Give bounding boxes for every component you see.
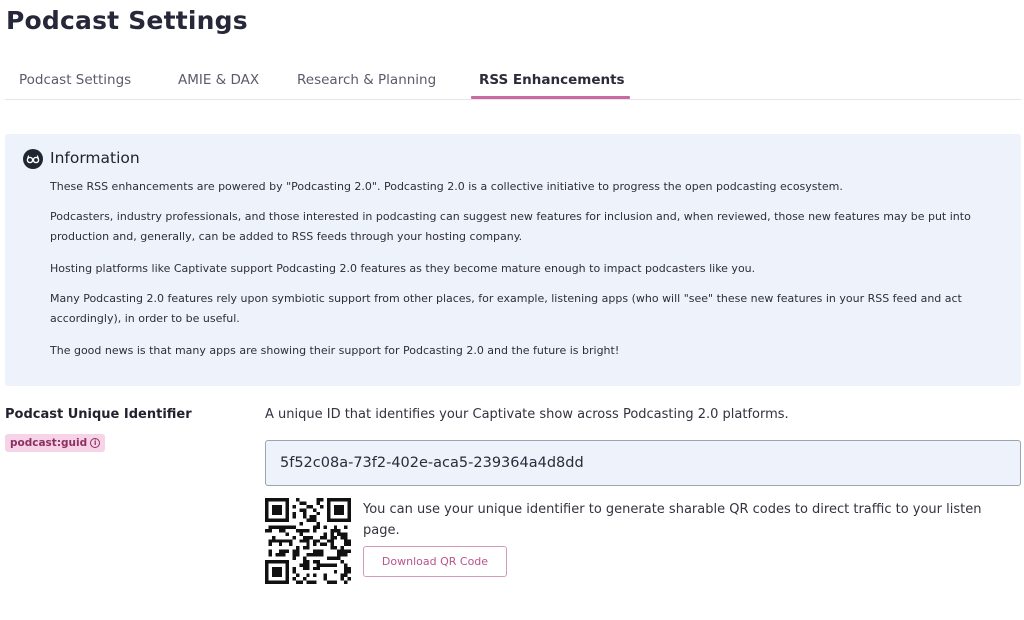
identifier-description: A unique ID that identifies your Captivate show across Podcasting 2.0 platforms. [265, 407, 789, 422]
information-title: Information [50, 149, 140, 167]
glasses-icon [23, 149, 43, 169]
qr-description: You can use your unique identifier to generate sharable QR codes to direct traffic to your listen page. [363, 502, 982, 538]
info-paragraph: Hosting platforms like Captivate support Podcasting 2.0 features as they become mature enough to impact podcasters like you. [50, 262, 756, 275]
download-qr-button[interactable]: Download QR Code [363, 546, 507, 577]
tab-rss-enhancements[interactable]: RSS Enhancements [479, 72, 625, 88]
info-paragraph: The good news is that many apps are showing their support for Podcasting 2.0 and the future is bright! [50, 344, 620, 357]
info-circle-icon[interactable]: i [90, 438, 100, 448]
info-paragraph: Podcasters, industry professionals, and those interested in podcasting can suggest new features for inclusion and, when reviewed, those new features may be put into production and, generally, can be added to RSS feeds through your hosting company. [50, 210, 971, 243]
active-tab-indicator [471, 96, 630, 99]
qr-code-icon [265, 498, 351, 584]
info-paragraph: Many Podcasting 2.0 features rely upon symbiotic support from other places, for example, listening apps (who will "see" these new features in your RSS feed and act accordingly), in order to be useful. [50, 292, 962, 325]
tab-research-planning[interactable]: Research & Planning [297, 72, 437, 88]
tab-podcast-settings[interactable]: Podcast Settings [19, 72, 132, 88]
page-title: Podcast Settings [6, 6, 248, 35]
identifier-label: Podcast Unique Identifier [5, 407, 192, 422]
information-panel [5, 134, 1021, 386]
tab-amie-dax[interactable]: AMIE & DAX [178, 72, 260, 88]
tab-bar [5, 64, 1021, 100]
info-paragraph: These RSS enhancements are powered by "Podcasting 2.0". Podcasting 2.0 is a collective initiative to progress the open podcasting ecosystem. [50, 180, 843, 193]
guid-input[interactable] [265, 440, 1021, 486]
guid-tag[interactable] [5, 434, 105, 452]
guid-tag-label: podcast:guid [10, 437, 88, 449]
